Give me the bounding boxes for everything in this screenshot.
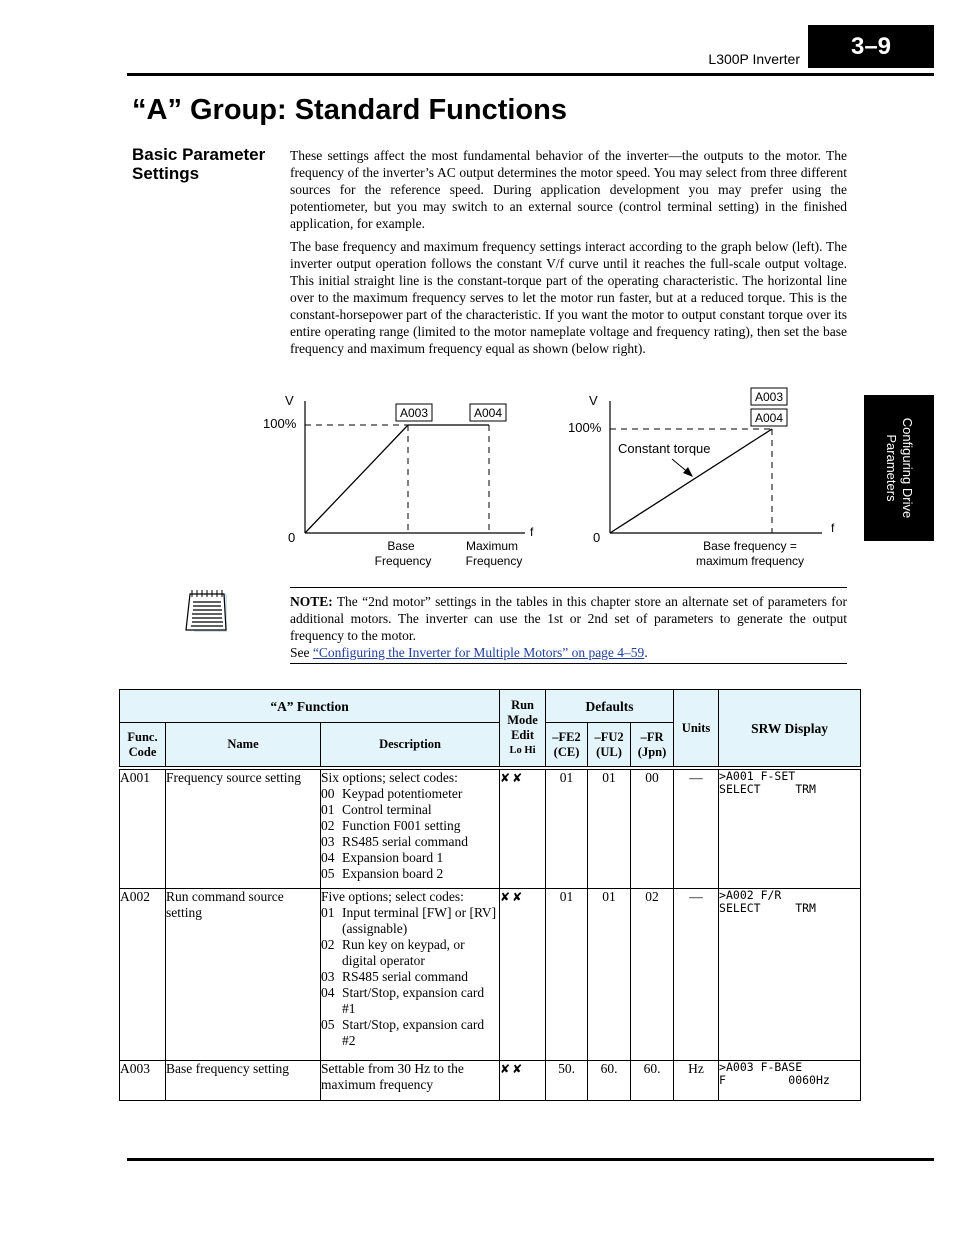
body-paragraph-2: The base frequency and maximum frequency settings interact according to the graph below (left). The inverter output operation follows the constant V/f curve until it reaches the full-scale output voltage. This initial straight line is the constant-torque part of the operating characteristic. The horizontal line over to the maximum frequency serves to let the motor run faster, but at a reduced torque. This is the constant-horsepower part of the characteristic. If you want the motor to output constant torque over its entire operating range (limited to the motor nameplate voltage and frequency rating), then set the base frequency and maximum frequency equal as shown (below right).	[290, 239, 847, 356]
page-number-tab: 3–9	[808, 25, 934, 68]
row-srw-display: >A002 F/R SELECT TRM	[719, 889, 861, 1061]
left-base-freq-label-2: Frequency	[374, 554, 432, 568]
right-origin-label: 0	[593, 530, 601, 545]
row-units: Hz	[674, 1061, 719, 1101]
header-fu2: –FU2 (UL)	[588, 723, 631, 767]
note-top-rule	[290, 587, 847, 588]
vf-curve-diagram-right	[560, 385, 850, 575]
row-default-fe2: 50.	[546, 1061, 588, 1101]
header-run-mode-edit: Run Mode Edit Lo Hi	[500, 690, 546, 767]
row-srw-display: >A003 F-BASE F 0060Hz	[719, 1061, 861, 1101]
header-description: Description	[321, 723, 500, 767]
header-name: Name	[166, 723, 321, 767]
row-func-code: A002	[120, 889, 166, 1061]
note-see-prefix: See	[290, 645, 310, 660]
header-srw-display: SRW Display	[719, 690, 861, 767]
right-constant-torque-label: Constant torque	[618, 441, 711, 456]
right-y-axis-label: V	[589, 393, 598, 408]
footer-rule	[127, 1158, 934, 1161]
body-paragraph-1: These settings affect the most fundamental behavior of the inverter—the outputs to the motor. The frequency of the inverter’s AC output determines the motor speed. You may select from three different sources for the reference speed. During application development you may prefer using the potentiometer, but you may switch to an external source (control terminal setting) in the finished application, for example.	[290, 148, 847, 231]
chapter-side-tab-label: Configuring Drive Parameters	[884, 417, 915, 519]
option-item: 02 Function F001 setting	[321, 818, 461, 833]
row-description: Five options; select codes: 01 Input terminal [FW] or [RV] (assignable) 02 Run key on keypad, or digital operator 03 RS485 serial command 04 Start/Stop, expansion card #1 05 Start/Stop, expansion card #2	[321, 889, 500, 1061]
row-default-fu2: 01	[588, 770, 631, 889]
row-func-code: A001	[120, 770, 166, 889]
left-vf-ramp	[305, 425, 408, 533]
row-name: Base frequency setting	[166, 1061, 321, 1101]
row-default-fu2: 01	[588, 889, 631, 1061]
running-header-product: L300P Inverter	[708, 51, 800, 67]
row-srw-display: >A001 F-SET SELECT TRM	[719, 770, 861, 889]
option-item: 01 Input terminal [FW] or [RV] (assignable)	[321, 905, 497, 936]
left-a003-label: A003	[399, 406, 429, 420]
row-name: Frequency source setting	[166, 770, 321, 889]
row-default-fr: 00	[631, 770, 674, 889]
option-item: 01 Control terminal	[321, 802, 432, 817]
note-see-suffix: .	[644, 645, 648, 660]
table-row	[120, 770, 861, 889]
row-name: Run command source setting	[166, 889, 321, 1061]
chapter-side-tab	[864, 395, 934, 541]
left-100pct-label: 100%	[263, 416, 297, 431]
left-y-axis-label: V	[285, 393, 294, 408]
header-fe2: –FE2 (CE)	[546, 723, 588, 767]
right-a003-label: A003	[754, 390, 784, 404]
section-title: Basic Parameter Settings	[132, 145, 266, 183]
row-units: —	[674, 770, 719, 889]
left-origin-label: 0	[288, 530, 296, 545]
note-block	[290, 593, 847, 661]
option-item: 05 Start/Stop, expansion card #2	[321, 1017, 485, 1048]
vf-curve-diagram-left	[255, 385, 555, 575]
option-item: 03 RS485 serial command	[321, 969, 468, 984]
right-100pct-label: 100%	[568, 420, 602, 435]
table-row	[120, 889, 861, 1061]
row-run-mode-edit: ✘✘	[500, 770, 546, 889]
row-default-fr: 02	[631, 889, 674, 1061]
right-freq-label-1: Base frequency =	[703, 539, 797, 553]
right-annotation-arrowhead	[683, 467, 693, 477]
option-item: 02 Run key on keypad, or digital operator	[321, 937, 465, 968]
header-func-code: Func. Code	[120, 723, 166, 767]
row-default-fr: 60.	[631, 1061, 674, 1101]
note-label: NOTE:	[290, 594, 333, 609]
a-group-function-table	[119, 689, 861, 1101]
option-item: 00 Keypad potentiometer	[321, 786, 463, 801]
notepad-icon	[184, 586, 230, 634]
row-run-mode-edit: ✘✘	[500, 889, 546, 1061]
row-run-mode-edit: ✘✘	[500, 1061, 546, 1101]
row-description: Settable from 30 Hz to the maximum frequency	[321, 1061, 500, 1101]
multiple-motors-link[interactable]: “Configuring the Inverter for Multiple Motors” on page 4–59	[312, 645, 645, 660]
option-item: 05 Expansion board 2	[321, 866, 444, 881]
row-default-fe2: 01	[546, 889, 588, 1061]
left-base-freq-label-1: Base	[387, 539, 415, 553]
row-description: Six options; select codes: 00 Keypad potentiometer 01 Control terminal 02 Function F001 setting 03 RS485 serial command 04 Expansion board 1 05 Expansion board 2	[321, 770, 500, 889]
left-max-freq-label-1: Maximum	[465, 539, 519, 553]
header-units: Units	[674, 690, 719, 767]
note-bottom-rule	[290, 663, 847, 664]
right-x-axis-label: f	[831, 521, 835, 535]
row-units: —	[674, 889, 719, 1061]
header-fr: –FR (Jpn)	[631, 723, 674, 767]
right-freq-label-2: maximum frequency	[695, 554, 805, 568]
left-max-freq-label-2: Frequency	[465, 554, 523, 568]
header-defaults: Defaults	[546, 690, 674, 723]
note-body: The “2nd motor” settings in the tables in this chapter store an alternate set of parameters for additional motors. The inverter can use the 1st or 2nd set of parameters to generate the output frequency to the motor.	[290, 594, 847, 643]
right-a004-label: A004	[754, 411, 784, 425]
table-row	[120, 1061, 861, 1101]
left-a004-label: A004	[473, 406, 503, 420]
row-func-code: A003	[120, 1061, 166, 1101]
option-item: 04 Expansion board 1	[321, 850, 444, 865]
row-default-fe2: 01	[546, 770, 588, 889]
header-a-function: “A” Function	[120, 690, 500, 723]
header-rule	[127, 73, 934, 76]
option-item: 04 Start/Stop, expansion card #1	[321, 985, 485, 1016]
option-item: 03 RS485 serial command	[321, 834, 468, 849]
left-x-axis-label: f	[530, 525, 534, 539]
page-title: “A” Group: Standard Functions	[132, 94, 567, 126]
row-default-fu2: 60.	[588, 1061, 631, 1101]
